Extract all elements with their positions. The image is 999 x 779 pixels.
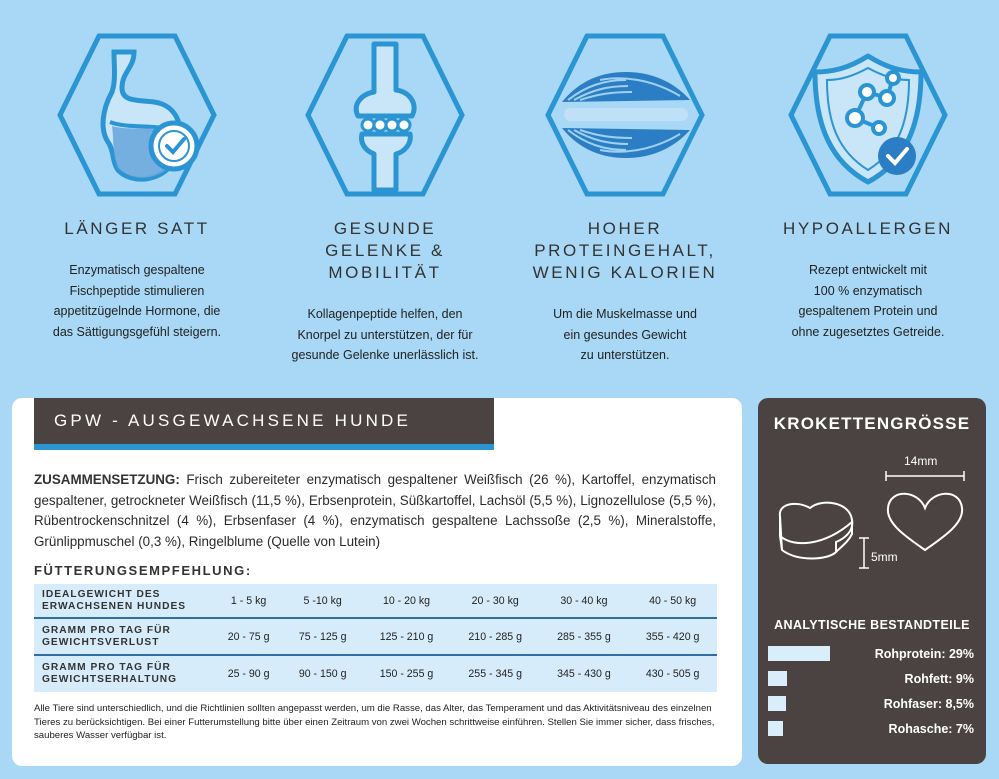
row-header-line: GEWICHTSERHALTUNG — [42, 674, 178, 685]
table-cell: 30 - 40 kg — [540, 584, 629, 618]
desc-line: ohne zugesetztes Getreide. — [791, 324, 945, 339]
feature-title — [270, 218, 500, 284]
feature-gesunde-gelenke — [270, 30, 500, 366]
table-cell: 10 - 20 kg — [362, 584, 451, 618]
desc-line: zu unterstützen. — [580, 348, 670, 362]
feature-hypoallergen — [753, 30, 983, 342]
kibble-title: KROKETTENGRÖSSE — [773, 414, 971, 433]
table-cell: 355 - 420 g — [628, 618, 717, 655]
desc-line: ein gesundes Gewicht — [563, 327, 687, 342]
table-row — [34, 618, 717, 655]
composition-text: Frisch zubereiteter enzymatisch gespaltener Weißfisch (26 %), Kartoffel, enzymatisch gespaltener, getrockneter Weißfisch (11,5 %), Erbsenprotein, Süßkartoffel, Lachsöl (5,5 %), Lignozellulose (5,5 %), Rübentrockenschnitzel (4 %), Erbsenfaser (4 %), enzymatisch gespaltene Lachssoße (2,5 %), Mineralstoffe, Grünlippmuschel (0,3 %), Ringelblume (Quelle von Lutein) — [34, 472, 716, 549]
feature-title: HYPOALLERGEN — [782, 219, 954, 238]
table-cell: 20 - 75 g — [214, 618, 283, 655]
feature-description — [753, 260, 983, 342]
table-cell: 1 - 5 kg — [214, 584, 283, 618]
joint-knee-icon — [300, 30, 470, 200]
desc-line: 100 % enzymatisch — [813, 283, 923, 298]
banner-stripe — [34, 444, 494, 450]
table-cell: 25 - 90 g — [214, 655, 283, 692]
desc-line: Um die Muskelmasse und — [553, 307, 697, 321]
composition-label: ZUSAMMENSETZUNG: — [34, 472, 180, 487]
table-cell: 5 -10 kg — [283, 584, 362, 618]
desc-line: gespaltenem Protein und — [798, 304, 938, 318]
table-cell: 125 - 210 g — [362, 618, 451, 655]
desc-line: Kollagenpeptide helfen, den — [307, 307, 463, 321]
desc-line: das Sättigungsgefühl steigern. — [52, 324, 222, 339]
shield-molecule-icon — [783, 30, 953, 200]
title-line: GELENKE & — [325, 241, 445, 260]
analysis-label: Rohfett: 9% — [904, 672, 974, 686]
analysis-title: ANALYTISCHE BESTANDTEILE — [774, 618, 970, 632]
row-header-line: GRAMM PRO TAG FÜR — [42, 624, 171, 636]
title-line: PROTEINGEHALT, — [534, 241, 716, 260]
height-label: 5mm — [871, 550, 898, 564]
table-cell: 40 - 50 kg — [628, 584, 717, 618]
desc-line: appetitzügelnde Hormone, die — [53, 304, 221, 318]
row-header-line: IDEALGEWICHT DES — [42, 588, 161, 600]
title-line: MOBILITÄT — [328, 263, 442, 282]
width-label: 14mm — [904, 454, 938, 468]
product-card — [12, 398, 742, 766]
row-header-line: GRAMM PRO TAG FÜR — [42, 662, 171, 673]
kibble-panel — [758, 398, 986, 764]
desc-line: Knorpel zu unterstützen, der für — [297, 327, 473, 342]
analysis-label: Rohfaser: 8,5% — [883, 697, 974, 711]
table-cell: 430 - 505 g — [628, 655, 717, 692]
title-line: GESUNDE — [333, 219, 437, 238]
footnote: Alle Tiere sind unterschiedlich, und die Richtlinien sollten angepasst werden, um die Rasse, das Alter, das Temperament und das Aktivitätsniveau des einzelnen Tieres zu berücksichtigen. Bei einer Futterumstellung bitte über einen Zeitraum von zwei Wochen schrittweise einführen. Stellen Sie immer sicher, dass frisches, sauberes Wasser verfügbar ist. — [34, 703, 715, 741]
analysis-label: Rohasche: 7% — [888, 722, 974, 736]
feature-laenger-satt — [22, 30, 252, 342]
analysis-bar-rohasche — [768, 721, 783, 736]
desc-line: gesunde Gelenke unerlässlich ist. — [291, 348, 479, 362]
feature-description — [270, 304, 500, 366]
feeding-table — [34, 584, 717, 692]
stomach-clock-icon — [52, 30, 222, 200]
analysis-bar-rohprotein — [768, 646, 830, 661]
table-cell: 150 - 255 g — [362, 655, 451, 692]
desc-line: Fischpeptide stimulieren — [69, 283, 205, 298]
composition — [34, 470, 716, 552]
title-line: HOHER — [587, 219, 663, 238]
product-banner: GPW - AUSGEWACHSENE HUNDE — [34, 398, 494, 444]
row-header — [34, 584, 214, 618]
table-cell: 345 - 430 g — [540, 655, 629, 692]
desc-line: Rezept entwickelt mit — [808, 263, 928, 277]
table-cell: 210 - 285 g — [451, 618, 540, 655]
feeding-title: FÜTTERUNGSEMPFEHLUNG: — [34, 563, 252, 578]
feature-title — [510, 218, 740, 284]
feature-description — [510, 304, 740, 366]
feature-proteingehalt — [510, 30, 740, 366]
table-row — [34, 655, 717, 692]
analysis-bar-rohfett — [768, 671, 787, 686]
table-cell: 20 - 30 kg — [451, 584, 540, 618]
table-cell: 255 - 345 g — [451, 655, 540, 692]
row-header — [34, 618, 214, 655]
row-header — [34, 655, 214, 692]
muscle-icon — [540, 30, 710, 200]
table-cell: 285 - 355 g — [540, 618, 629, 655]
table-cell: 90 - 150 g — [283, 655, 362, 692]
analysis-bar-rohfaser — [768, 696, 786, 711]
row-header-line: ERWACHSENEN HUNDES — [42, 600, 187, 612]
table-row — [34, 584, 717, 618]
table-cell: 75 - 125 g — [283, 618, 362, 655]
analysis-label: Rohprotein: 29% — [874, 647, 974, 661]
feature-title: LÄNGER SATT — [64, 219, 210, 238]
desc-line: Enzymatisch gespaltene — [69, 263, 205, 277]
title-line: WENIG KALORIEN — [532, 263, 718, 282]
feature-description — [22, 260, 252, 342]
row-header-line: GEWICHTSVERLUST — [42, 636, 160, 648]
